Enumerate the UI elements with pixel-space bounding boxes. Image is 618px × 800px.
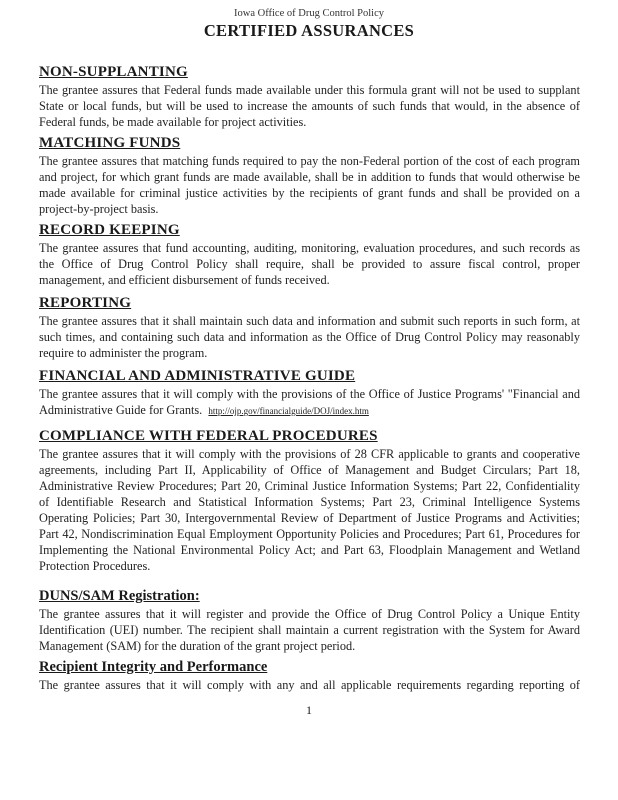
page-number: 1 — [306, 703, 312, 717]
section-body: The grantee assures that it shall maintain such data and information and submit such reports in such form, at such times, and containing such data and information as the Office of Drug Control Policy may reasonably require to administer the program. — [39, 314, 580, 360]
section-heading: FINANCIAL AND ADMINISTRATIVE GUIDE — [39, 368, 356, 384]
agency-name: Iowa Office of Drug Control Policy — [234, 8, 384, 19]
section-heading: DUNS/SAM Registration: — [39, 588, 200, 604]
section-body: The grantee assures that Federal funds made available under this formula grant will not be used to supplant State or local funds, but will be used to increase the amounts of such funds that would, in the absence of Federal funds, be made available for project activities. — [39, 83, 580, 129]
section-compliance — [39, 427, 580, 574]
section-recipient-integrity — [39, 658, 580, 693]
section-heading: REPORTING — [39, 295, 132, 311]
page-title: CERTIFIED ASSURANCES — [203, 21, 415, 40]
section-record-keeping — [39, 221, 580, 288]
section-body: The grantee assures that it will register and provide the Office of Drug Control Policy a Unique Entity Identification (UEI) number. The recipient shall maintain a current registration with the System for Award Management (SAM) for the duration of the grant project period. — [39, 607, 580, 653]
section-body: The grantee assures that fund accounting, auditing, monitoring, evaluation procedures, and such records as the Office of Drug Control Policy shall require, shall be provided to assure fiscal control, proper management, and efficient disbursement of funds received. — [39, 241, 580, 287]
section-body: The grantee assures that it will comply with the provisions of 28 CFR applicable to grants and cooperative agreements, including Part II, Applicability of Office of Management and Budget Circulars; Part 18, Administrative Review Procedures; Part 20, Criminal Justice Information Systems; Part 22, Confidentiality of Identifiable Research and Statistical Information Systems; Part 23, Criminal Intelligence Systems Operating Policies; Part 30, Intergovernmental Review of Department of Justice Programs and Activities; Part 42, Nondiscrimination Equal Employment Opportunity Policies and Procedures; Part 61, Procedures for Implementing the National Environmental Policy Act; and Part 63, Floodplain Management and Wetland Protection Procedures. — [39, 447, 580, 573]
section-matching-funds — [39, 134, 580, 217]
financial-guide-link[interactable]: http://ojp.gov/financialguide/DOJ/index.htm — [208, 406, 369, 416]
section-heading: Recipient Integrity and Performance — [39, 659, 268, 675]
section-body: The grantee assures that matching funds required to pay the non-Federal portion of the cost of each program and project, for which grant funds are made available, shall be in addition to funds that would otherwise be made available for criminal justice activities by the recipients of grant funds and shall be provided on a project-by-project basis. — [39, 154, 580, 216]
section-body: The grantee assures that it will comply with any and all applicable requirements regarding reporting of — [39, 678, 580, 692]
section-heading: MATCHING FUNDS — [39, 135, 181, 151]
section-non-supplanting — [39, 63, 580, 130]
section-financial-guide — [39, 367, 580, 419]
section-heading: NON-SUPPLANTING — [39, 64, 188, 80]
section-body — [39, 386, 580, 419]
section-duns-sam — [39, 587, 580, 654]
section-body-text: The grantee assures that it will comply with the provisions of the Office of Justice Programs' "Financial and Administrative Guide for Grants. — [39, 387, 580, 417]
section-reporting — [39, 294, 580, 361]
section-heading: RECORD KEEPING — [39, 222, 180, 238]
section-heading: COMPLIANCE WITH FEDERAL PROCEDURES — [39, 428, 378, 444]
